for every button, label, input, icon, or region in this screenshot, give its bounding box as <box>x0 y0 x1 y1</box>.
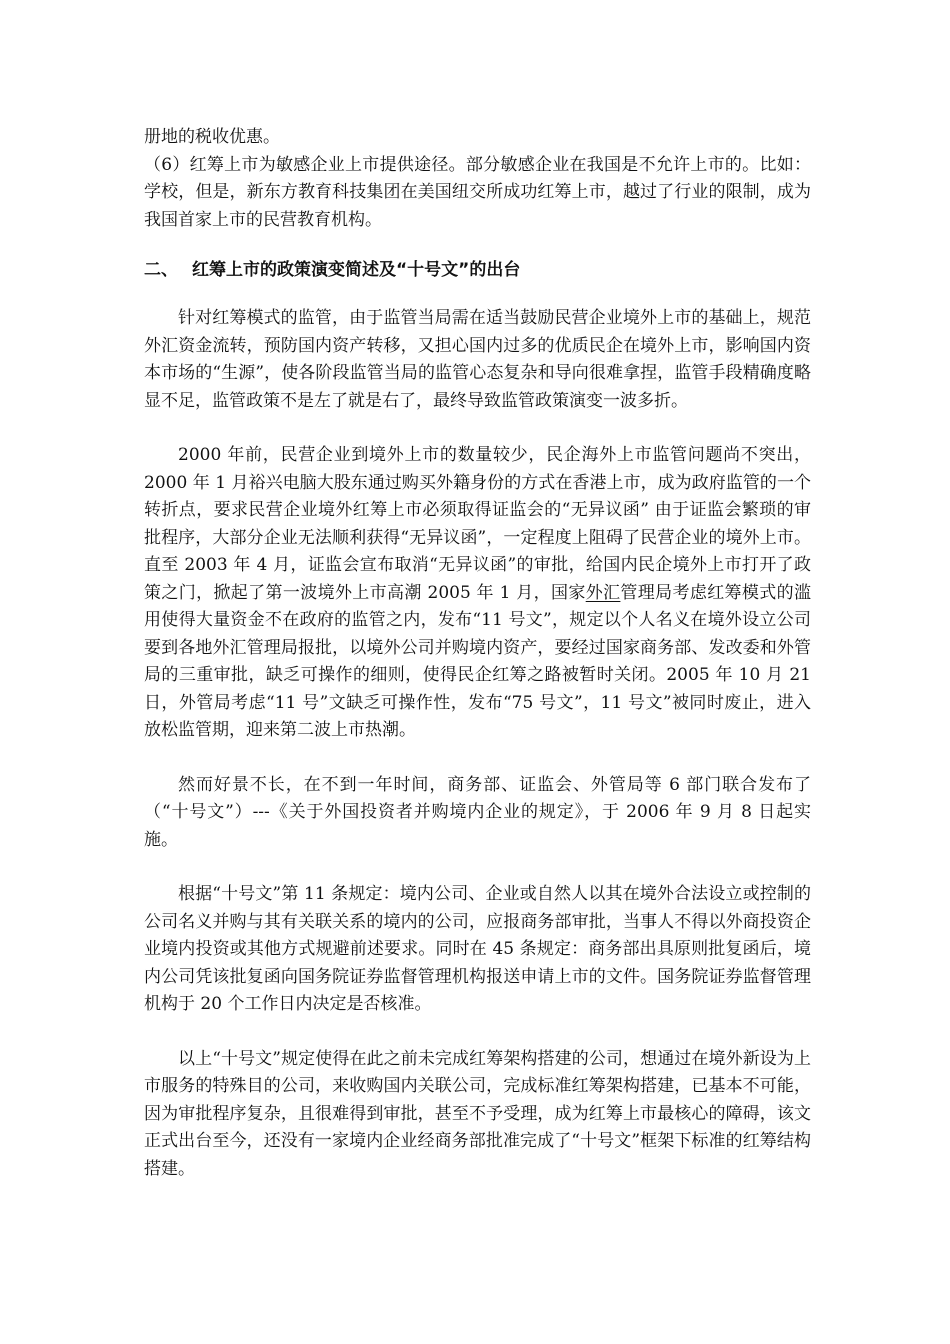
paragraph-tax-continuation: 册地的税收优惠。 <box>144 127 280 147</box>
section-number: 二、 <box>144 260 178 280</box>
section-title: 红筹上市的政策演变简述及“十号文”的出台 <box>192 260 521 280</box>
section-heading <box>144 257 811 284</box>
paragraph-ten-document-release: 然而好景不长，在不到一年时间，商务部、证监会、外管局等 6 部门联合发布了（“十号文”）---《关于外国投资者并购境内企业的规定》，于 2006 年 9 月 8 日起实施。 <box>144 774 811 850</box>
policy-history-text-b: 管理局考虑红筹模式的滥用使得大量资金不在政府的监管之内，发布“11 号文”，规定以个人名义在境外设立公司要到各地外汇管理局报批，以境外公司并购境内资产，要经过国家商务部、发改委和外管局的三重审批，缺乏可操作的细则，使得民企红筹之路被暂时关闭。2005 年 10 月 21 日，外管局考虑“11 号”文缺乏可操作性，发布“75 号文”，11 号文”被同时废止，进入放松监管期，迎来第二波上市热潮。 <box>144 582 811 740</box>
document-body <box>144 124 811 1183</box>
paragraph-policy-history <box>144 442 811 745</box>
policy-history-text-a: 2000 年前，民营企业到境外上市的数量较少，民企海外上市监管问题尚不突出，2000 年 1 月裕兴电脑大股东通过购买外籍身份的方式在香港上市，成为政府监管的一个转折点，要求民营企业境外红筹上市必须取得证监会的“无异议函” 由于证监会繁琐的审批程序，大部分企业无法顺利获得“无异议函”，一定程度上阻碍了民营企业的境外上市。直至 2003 年 4 月，证监会宣布取消“无异议函”的审批，给国内民企境外上市打开了政策之门，掀起了第一波境外上市高潮 2005 年 1 月，国家 <box>144 445 811 603</box>
paragraph-ten-document-articles: 根据“十号文”第 11 条规定：境内公司、企业或自然人以其在境外合法设立或控制的公司名义并购与其有关联关系的境内的公司，应报商务部审批，当事人不得以外商投资企业境内投资或其他方式规避前述要求。同时在 45 条规定：商务部出具原则批复函后，境内公司凭该批复函向国务院证券监督管理机构报送申请上市的文件。国务院证券监督管理机构于 20 个工作日内决定是否核准。 <box>144 884 811 1014</box>
paragraph-ten-document-impact: 以上“十号文”规定使得在此之前未完成红筹架构搭建的公司，想通过在境外新设为上市服务的特殊目的公司，来收购国内关联公司，完成标准红筹架构搭建，已基本不可能，因为审批程序复杂，且很难得到审批，甚至不予受理，成为红筹上市最核心的障碍，该文正式出台至今，还没有一家境内企业经商务部批准完成了“十号文”框架下标准的红筹结构搭建。 <box>144 1048 811 1179</box>
paragraph-sensitive-enterprises: （6）红筹上市为敏感企业上市提供途径。部分敏感企业在我国是不允许上市的。比如：学校，但是，新东方教育科技集团在美国纽交所成功红筹上市，越过了行业的限制，成为我国首家上市的民营教育机构。 <box>144 154 811 230</box>
forex-link[interactable]: 外汇 <box>585 582 621 603</box>
paragraph-regulation-overview: 针对红筹模式的监管，由于监管当局需在适当鼓励民营企业境外上市的基础上，规范外汇资金流转，预防国内资产转移，又担心国内过多的优质民企在境外上市，影响国内资本市场的“生源”，使各阶段监管当局的监管心态复杂和导向很难拿捏，监管手段精确度略显不足，监管政策不是左了就是右了，最终导致监管政策演变一波多折。 <box>144 308 811 411</box>
